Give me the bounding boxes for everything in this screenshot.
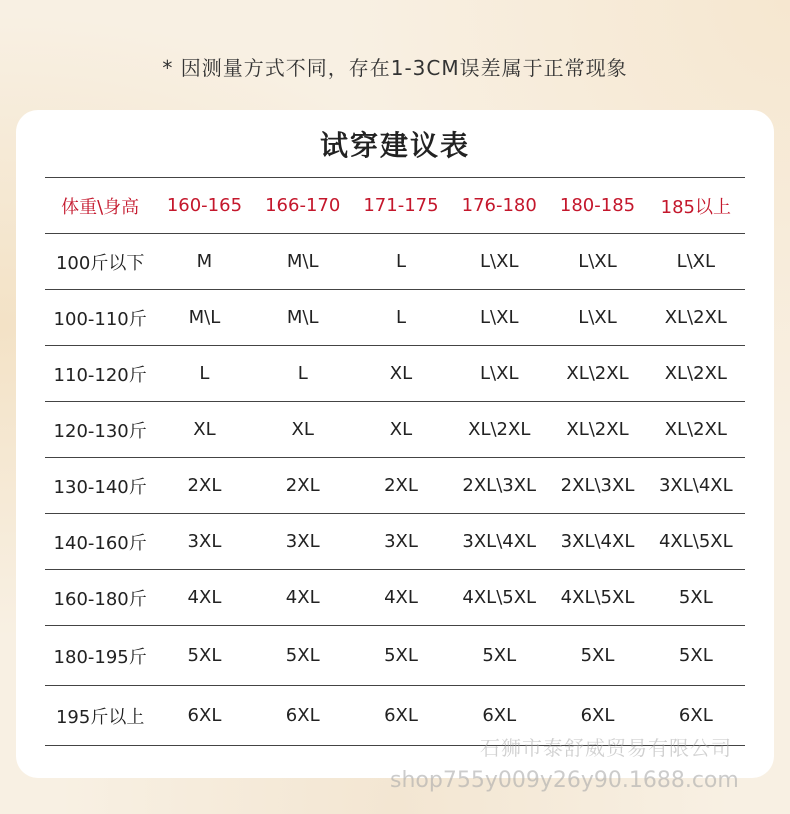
size-cell: 4XL <box>254 570 352 626</box>
size-cell: XL <box>254 402 352 458</box>
size-cell: 5XL <box>254 626 352 686</box>
weight-cell: 195斤以上 <box>45 686 155 746</box>
size-cell: 6XL <box>647 686 745 746</box>
table-header-row <box>45 178 745 234</box>
size-cell: L <box>352 234 450 290</box>
size-cell: 3XL\4XL <box>647 458 745 514</box>
size-cell: 5XL <box>450 626 548 686</box>
table-row <box>45 234 745 290</box>
size-cell: M\L <box>155 290 253 346</box>
size-cell: 3XL <box>352 514 450 570</box>
size-cell: 4XL\5XL <box>548 570 646 626</box>
size-cell: 2XL\3XL <box>548 458 646 514</box>
size-cell: 5XL <box>548 626 646 686</box>
shop-url-watermark: shop755y009y26y90.1688.com <box>390 768 739 793</box>
size-cell: L\XL <box>450 290 548 346</box>
size-cell: L <box>352 290 450 346</box>
size-cell: M <box>155 234 253 290</box>
size-cell: XL\2XL <box>548 402 646 458</box>
size-cell: 3XL <box>254 514 352 570</box>
size-cell: XL <box>352 402 450 458</box>
size-cell: 2XL <box>155 458 253 514</box>
size-cell: 4XL\5XL <box>450 570 548 626</box>
weight-cell: 180-195斤 <box>45 626 155 686</box>
size-cell: XL\2XL <box>647 346 745 402</box>
header-cell: 180-185 <box>548 178 646 234</box>
table-row <box>45 626 745 686</box>
table-row <box>45 514 745 570</box>
size-cell: 6XL <box>352 686 450 746</box>
size-cell: XL\2XL <box>647 402 745 458</box>
size-cell: 6XL <box>254 686 352 746</box>
table-row <box>45 570 745 626</box>
size-cell: L\XL <box>548 290 646 346</box>
size-cell: L\XL <box>548 234 646 290</box>
size-cell: M\L <box>254 290 352 346</box>
table-title: 试穿建议表 <box>319 129 470 162</box>
size-table <box>45 177 745 746</box>
size-cell: 3XL\4XL <box>548 514 646 570</box>
table-row <box>45 290 745 346</box>
header-cell: 176-180 <box>450 178 548 234</box>
weight-cell: 140-160斤 <box>45 514 155 570</box>
size-cell: XL\2XL <box>548 346 646 402</box>
size-cell: 5XL <box>647 570 745 626</box>
size-cell: L <box>254 346 352 402</box>
size-cell: 2XL\3XL <box>450 458 548 514</box>
table-row <box>45 346 745 402</box>
header-cell: 160-165 <box>155 178 253 234</box>
table-row <box>45 402 745 458</box>
size-cell: 6XL <box>450 686 548 746</box>
size-cell: 6XL <box>548 686 646 746</box>
header-cell: 171-175 <box>352 178 450 234</box>
size-cell: 4XL <box>155 570 253 626</box>
size-cell: XL\2XL <box>647 290 745 346</box>
header-cell: 185以上 <box>647 178 745 234</box>
size-cell: 4XL\5XL <box>647 514 745 570</box>
size-cell: 6XL <box>155 686 253 746</box>
table-row <box>45 458 745 514</box>
size-cell: L\XL <box>450 346 548 402</box>
weight-cell: 110-120斤 <box>45 346 155 402</box>
size-cell: L <box>155 346 253 402</box>
size-cell: 4XL <box>352 570 450 626</box>
size-cell: 3XL <box>155 514 253 570</box>
header-cell-weight-height: 体重\身高 <box>45 178 155 234</box>
weight-cell: 100-110斤 <box>45 290 155 346</box>
size-cell: M\L <box>254 234 352 290</box>
weight-cell: 120-130斤 <box>45 402 155 458</box>
weight-cell: 160-180斤 <box>45 570 155 626</box>
size-cell: XL\2XL <box>450 402 548 458</box>
weight-cell: 100斤以下 <box>45 234 155 290</box>
size-cell: L\XL <box>450 234 548 290</box>
size-cell: XL <box>352 346 450 402</box>
size-cell: 3XL\4XL <box>450 514 548 570</box>
size-cell: L\XL <box>647 234 745 290</box>
size-cell: 5XL <box>352 626 450 686</box>
company-watermark: 石狮市泰舒威贸易有限公司 <box>480 736 732 760</box>
size-cell: 5XL <box>647 626 745 686</box>
size-cell: 2XL <box>254 458 352 514</box>
measurement-note: * 因测量方式不同，存在1-3CM误差属于正常现象 <box>162 56 628 80</box>
weight-cell: 130-140斤 <box>45 458 155 514</box>
header-cell: 166-170 <box>254 178 352 234</box>
size-cell: 2XL <box>352 458 450 514</box>
size-cell: 5XL <box>155 626 253 686</box>
size-cell: XL <box>155 402 253 458</box>
